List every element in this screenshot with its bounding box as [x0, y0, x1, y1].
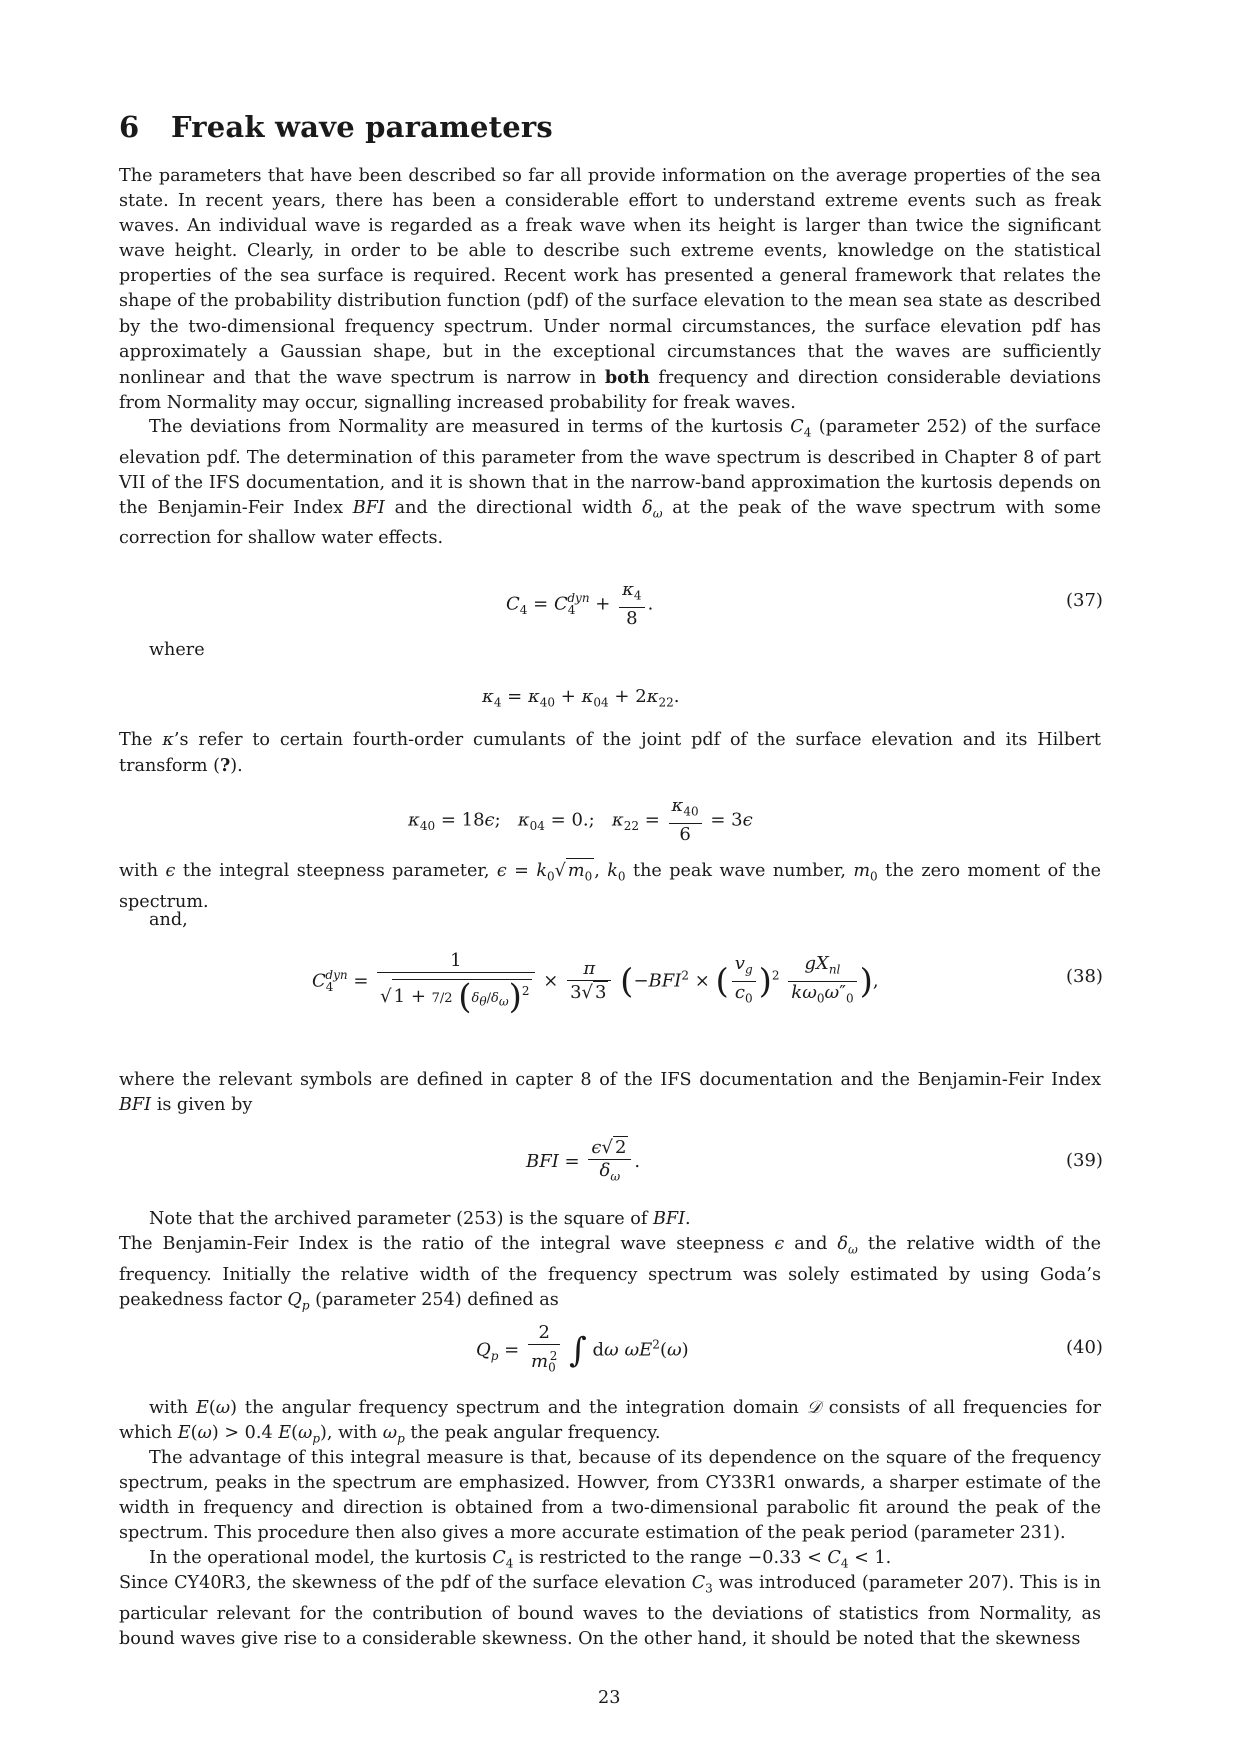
archived-text-c: and: [794, 1234, 828, 1255]
bfi-text-a: where the relevant symbols are defined in capter 8 of the IFS documentation and the Benjamin-Feir Index: [119, 1070, 1101, 1090]
equation-number-40: (40): [1066, 1337, 1103, 1358]
domain-text-d: , with: [326, 1423, 378, 1444]
cumulants-text-d: ).: [230, 756, 243, 777]
kurtosis-text-c: and the directional width: [394, 497, 633, 518]
section-number: 6: [119, 110, 140, 144]
steepness-text-a: with: [119, 861, 159, 881]
paragraph-bfi-definition: where the relevant symbols are defined in capter 8 of the IFS documentation and the Benjamin-Feir Index BFI is given by: [119, 1070, 1101, 1116]
archived-text-e: (parameter 254) defined as: [315, 1289, 559, 1310]
equation-37: $C_4 = C_4^{dyn}$ + $\frac{\kappa_4}{8}$ .: [506, 579, 654, 629]
equation-39: BFI = $\frac{\epsilon√ 2}{\delta_\omega}$ .: [526, 1137, 641, 1184]
domain-text-e: the peak angular frequency.: [410, 1423, 661, 1444]
equation-kappas: $\kappa_{40} = 18\epsilon$; $\kappa_{04} = 0$.; $\kappa_{22}$ = $\frac{\kappa_{40}}{6}$ = 3ϵ: [408, 795, 753, 845]
paragraph-intro: [119, 164, 1101, 416]
archived-text-b: The Benjamin-Feir Index is the ratio of the integral wave steepness: [119, 1234, 765, 1255]
intro-text: The parameters that have been described so far all provide information on the average properties of the sea state. In recent years, there has been a considerable effort to understand extreme events such as freak waves. An individual wave is regarded as a freak wave when its height is larger than twice the significant wave height. Clearly, in order to be able to describe such extreme events, knowledge on the statistical properties of the sea surface is required. Recent work has presented a general framework that relates the shape of the probability distribution function (pdf) of the surface elevation to the mean sea state as described by the two-dimensional frequency spectrum. Under normal circumstances, the surface elevation pdf has approximately a Gaussian shape, but in the exceptional circumstances that the waves are sufficiently nonlinear and that the wave spectrum is narrow in: [119, 166, 1101, 388]
intro-bold-text: both: [604, 366, 650, 388]
steepness-text-c: the peak wave number,: [633, 861, 846, 881]
paragraph-advantage: The advantage of this integral measure is that, because of its dependence on the square of the frequency spectrum, peaks in the spectrum are emphasized. Howver, from CY33R1 onwards, a sharper estimate of the width in frequency and direction is obtained from a two-dimensional parabolic fit around the peak of the spectrum. This procedure then also gives a more accurate estimation of the peak period (parameter 231).: [119, 1448, 1101, 1544]
paragraph-archived-note: Note that the archived parameter (253) is the square of BFI. The Benjamin-Feir Index is the ratio of the integral wave steepness ϵ and $\delta_\omega$ the relative width of the frequency. Initially the relative width of the frequency spectrum was solely estimated by using Goda’s peakedness factor $Q_p$ (parameter 254) defined as: [119, 1209, 1102, 1313]
equation-kappa4: $\kappa_4 = \kappa_{40} + \kappa_{04} + 2\kappa_{22}$.: [482, 686, 680, 710]
range-text-a: In the operational model, the kurtosis: [149, 1548, 487, 1568]
cumulants-text-a: The: [119, 730, 153, 750]
domain-text-a: with: [149, 1398, 189, 1418]
skewness-text-b: was introduced (parameter 207). This is in particular relevant for the contribution of bound waves to the deviations of statistics from Normality, as bound waves give rise to a considerable skewness. On the other hand, it should be noted that the skewness: [119, 1573, 1101, 1649]
equation-number-39: (39): [1066, 1150, 1103, 1171]
skewness-text-a: Since CY40R3, the skewness of the pdf of the surface elevation: [119, 1573, 686, 1593]
domain-text-c: consists of all frequencies for which: [119, 1398, 1101, 1444]
domain-text-b: the angular frequency spectrum and the integration domain: [244, 1398, 799, 1418]
equation-40: $Q_p$ = $\frac{2}{m_0^2}$ ∫ dω $\omega E^2(\omega)$: [476, 1322, 689, 1375]
paragraph-kurtosis-range: In the operational model, the kurtosis $C_4$ is restricted to the range $-0.33 < C_4 < 1$.: [149, 1548, 892, 1571]
equation-number-38: (38): [1066, 966, 1103, 987]
cumulants-text-b: ’s refer to certain fourth-order cumulants of the joint pdf of the surface elevation and its Hilbert transform (: [119, 730, 1101, 777]
equation-number-37: (37): [1066, 590, 1103, 611]
kurtosis-text-a: The deviations from Normality are measured in terms of the kurtosis: [149, 417, 783, 437]
kurtosis-text-b: (parameter 252) of the surface elevation pdf. The determination of this parameter from the wave spectrum is described in Chapter 8 of part VII of the IFS documentation, and it is shown that in the narrow-band approximation the kurtosis depends on the Benjamin-Feir Index: [119, 417, 1102, 518]
where-label: where: [149, 640, 205, 660]
intro-text-end: frequency and direction considerable deviations from Normality may occur, signalling increased probability for freak waves.: [119, 367, 1102, 413]
paragraph-integration-domain: with E(ω) the angular frequency spectrum and the integration domain 𝒟 consists of all frequencies for which E(ω) > 0.4 $E(\omega_p)$, with $\omega_p$ the peak angular frequency.: [119, 1398, 1101, 1446]
and-label: and,: [149, 910, 188, 930]
paragraph-skewness: Since CY40R3, the skewness of the pdf of the surface elevation $C_3$ was introduced (parameter 207). This is in particular relevant for the contribution of bound waves to the deviations of statistics from Normality, as bound waves give rise to a considerable skewness. On the other hand, it should be noted that the skewness: [119, 1573, 1101, 1649]
archived-text-d: the relative width of the frequency. Initially the relative width of the frequency spectrum was solely estimated by using Goda’s peakedness factor: [119, 1234, 1102, 1310]
steepness-text-d: the zero moment of the spectrum.: [119, 861, 1102, 912]
section-heading: [119, 110, 553, 144]
paragraph-steepness: with ϵ the integral steepness parameter, $\epsilon = k_0√$ $m_0$ , $k_0$ the peak wave number, $m_0$ the zero moment of the spectrum.: [119, 858, 1101, 915]
page-number: 23: [598, 1688, 621, 1708]
bfi-text-b: is given by: [156, 1095, 253, 1116]
citation-missing: ?: [219, 755, 231, 777]
equation-38: $C_4^{dyn}$ = $\frac{1}{√ 1 + 7/2 (\delta_\theta/\delta_\omega)^2}$ × $\frac{\pi}{3√ 3}$ ($-BFI^2$ × ( $\frac{v_g}{c_0}$ )$^2$ $\frac{gX_{nl}}{k\omega_0\omega''_0}$ ),: [312, 950, 879, 1017]
archived-text-a: Note that the archived parameter (253) is the square of: [149, 1209, 648, 1229]
steepness-text-b: the integral steepness parameter,: [182, 861, 490, 881]
paragraph-kurtosis: The deviations from Normality are measured in terms of the kurtosis $C_4$ (parameter 252) of the surface elevation pdf. The determination of this parameter from the wave spectrum is described in Chapter 8 of part VII of the IFS documentation, and it is shown that in the narrow-band approximation the kurtosis depends on the Benjamin-Feir Index BFI and the directional width $\delta_\omega$ at the peak of the wave spectrum with some correction for shallow water effects.: [119, 417, 1102, 549]
paragraph-cumulants: The κ’s refer to certain fourth-order cumulants of the joint pdf of the surface elevation and its Hilbert transform (?).: [119, 730, 1101, 777]
kurtosis-text-d: at the peak of the wave spectrum with some correction for shallow water effects.: [119, 497, 1101, 549]
range-text-b: is restricted to the range: [519, 1548, 742, 1568]
section-title: Freak wave parameters: [171, 110, 553, 144]
